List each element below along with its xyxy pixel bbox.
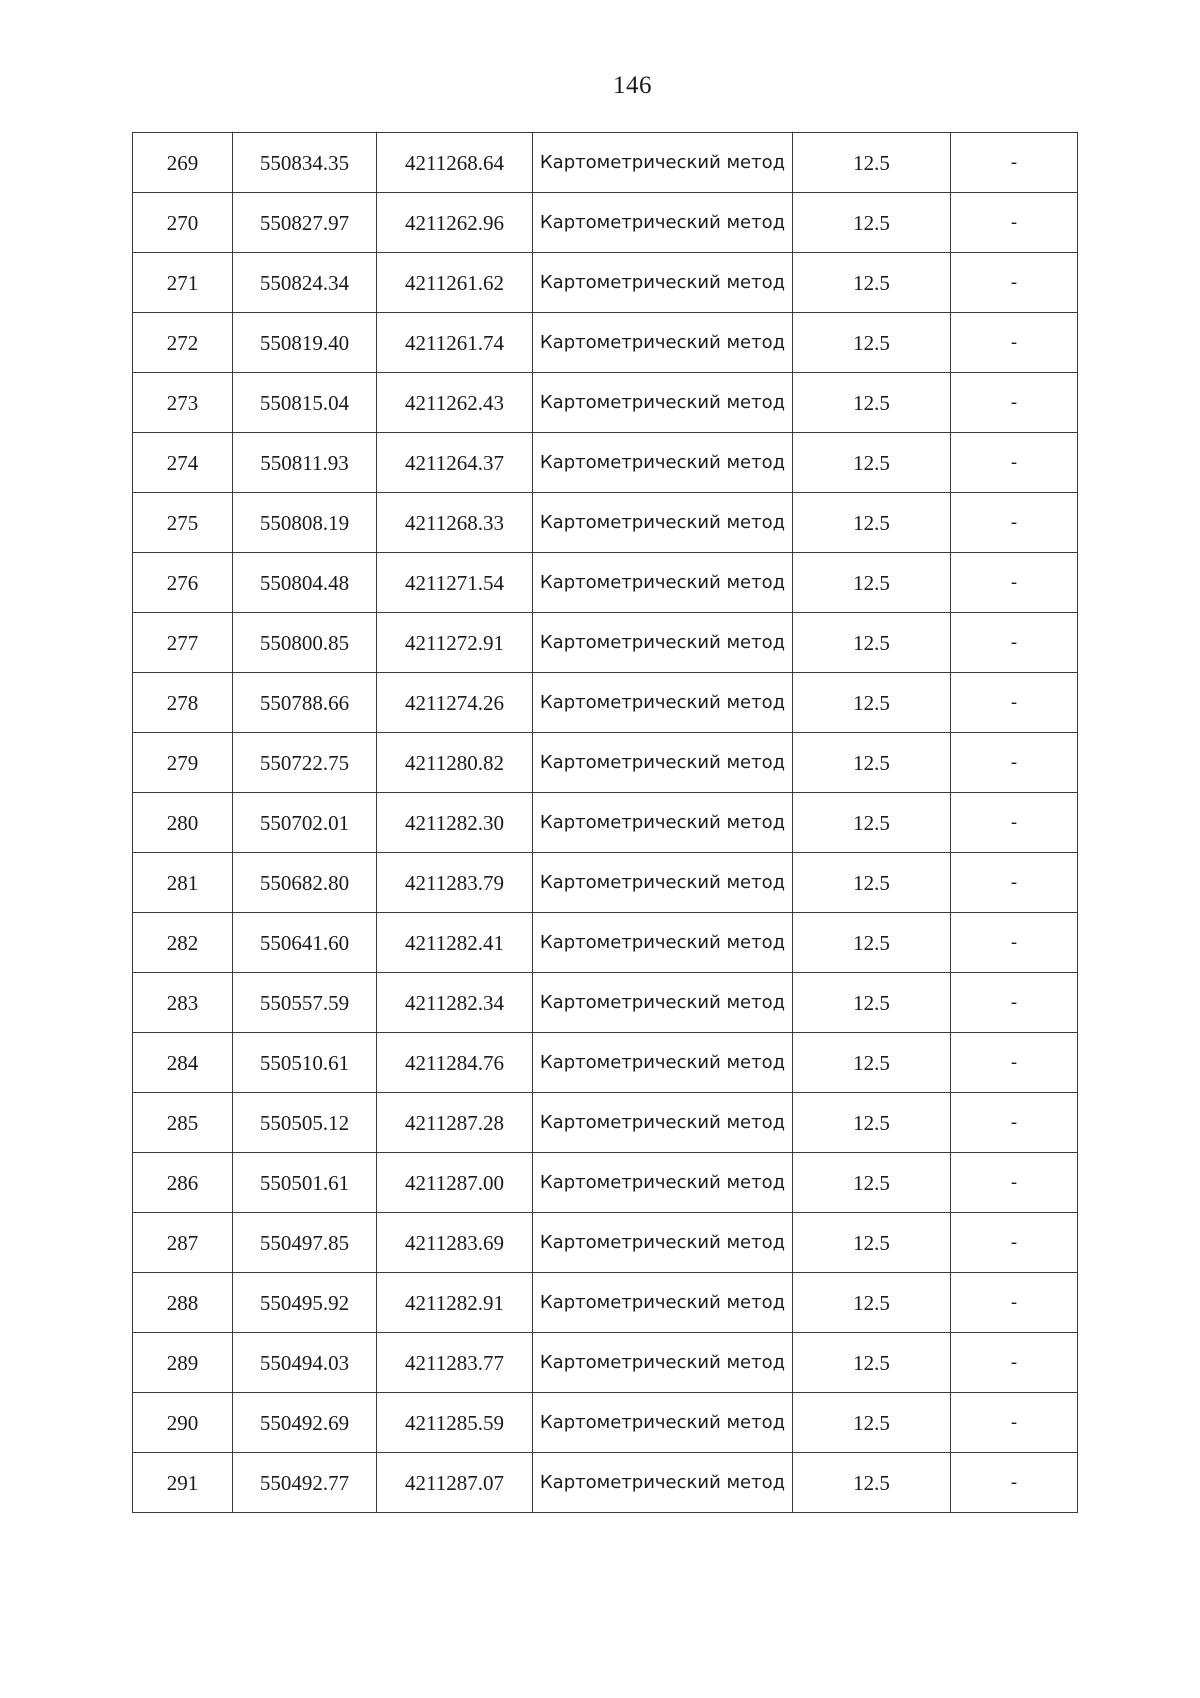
note-cell: - xyxy=(951,793,1078,853)
x-coordinate-cell: 550815.04 xyxy=(233,373,377,433)
y-coordinate-cell: 4211282.91 xyxy=(377,1273,533,1333)
accuracy-cell: 12.5 xyxy=(793,133,951,193)
method-cell: Картометрический метод xyxy=(533,793,793,853)
accuracy-cell: 12.5 xyxy=(793,373,951,433)
method-cell: Картометрический метод xyxy=(533,613,793,673)
note-cell: - xyxy=(951,253,1078,313)
point-number-cell: 288 xyxy=(133,1273,233,1333)
note-cell: - xyxy=(951,913,1078,973)
accuracy-cell: 12.5 xyxy=(793,433,951,493)
page-number: 146 xyxy=(613,72,652,99)
point-number-cell: 275 xyxy=(133,493,233,553)
y-coordinate-cell: 4211283.69 xyxy=(377,1213,533,1273)
point-number-cell: 270 xyxy=(133,193,233,253)
note-cell: - xyxy=(951,853,1078,913)
note-cell: - xyxy=(951,133,1078,193)
table-row xyxy=(133,253,1078,313)
x-coordinate-cell: 550497.85 xyxy=(233,1213,377,1273)
note-cell: - xyxy=(951,673,1078,733)
table-row xyxy=(133,853,1078,913)
method-cell: Картометрический метод xyxy=(533,1333,793,1393)
x-coordinate-cell: 550819.40 xyxy=(233,313,377,373)
accuracy-cell: 12.5 xyxy=(793,973,951,1033)
table-row xyxy=(133,1153,1078,1213)
method-cell: Картометрический метод xyxy=(533,733,793,793)
x-coordinate-cell: 550824.34 xyxy=(233,253,377,313)
y-coordinate-cell: 4211264.37 xyxy=(377,433,533,493)
accuracy-cell: 12.5 xyxy=(793,793,951,853)
accuracy-cell: 12.5 xyxy=(793,313,951,373)
method-cell: Картометрический метод xyxy=(533,313,793,373)
table-row xyxy=(133,493,1078,553)
method-cell: Картометрический метод xyxy=(533,193,793,253)
x-coordinate-cell: 550492.77 xyxy=(233,1453,377,1513)
point-number-cell: 278 xyxy=(133,673,233,733)
note-cell: - xyxy=(951,733,1078,793)
note-cell: - xyxy=(951,1033,1078,1093)
note-cell: - xyxy=(951,973,1078,1033)
point-number-cell: 290 xyxy=(133,1393,233,1453)
note-cell: - xyxy=(951,433,1078,493)
y-coordinate-cell: 4211282.30 xyxy=(377,793,533,853)
table-row xyxy=(133,733,1078,793)
x-coordinate-cell: 550800.85 xyxy=(233,613,377,673)
y-coordinate-cell: 4211287.28 xyxy=(377,1093,533,1153)
accuracy-cell: 12.5 xyxy=(793,1453,951,1513)
y-coordinate-cell: 4211272.91 xyxy=(377,613,533,673)
table-row xyxy=(133,1033,1078,1093)
y-coordinate-cell: 4211284.76 xyxy=(377,1033,533,1093)
note-cell: - xyxy=(951,1093,1078,1153)
point-number-cell: 279 xyxy=(133,733,233,793)
method-cell: Картометрический метод xyxy=(533,373,793,433)
y-coordinate-cell: 4211261.74 xyxy=(377,313,533,373)
table-row xyxy=(133,373,1078,433)
accuracy-cell: 12.5 xyxy=(793,613,951,673)
accuracy-cell: 12.5 xyxy=(793,913,951,973)
point-number-cell: 280 xyxy=(133,793,233,853)
method-cell: Картометрический метод xyxy=(533,133,793,193)
y-coordinate-cell: 4211283.77 xyxy=(377,1333,533,1393)
table-row xyxy=(133,1213,1078,1273)
table-row xyxy=(133,913,1078,973)
accuracy-cell: 12.5 xyxy=(793,1093,951,1153)
point-number-cell: 283 xyxy=(133,973,233,1033)
method-cell: Картометрический метод xyxy=(533,853,793,913)
table-row xyxy=(133,973,1078,1033)
accuracy-cell: 12.5 xyxy=(793,1153,951,1213)
note-cell: - xyxy=(951,313,1078,373)
y-coordinate-cell: 4211262.96 xyxy=(377,193,533,253)
accuracy-cell: 12.5 xyxy=(793,1033,951,1093)
method-cell: Картометрический метод xyxy=(533,493,793,553)
note-cell: - xyxy=(951,193,1078,253)
table-row xyxy=(133,1453,1078,1513)
x-coordinate-cell: 550501.61 xyxy=(233,1153,377,1213)
method-cell: Картометрический метод xyxy=(533,1093,793,1153)
point-number-cell: 274 xyxy=(133,433,233,493)
table-row xyxy=(133,193,1078,253)
y-coordinate-cell: 4211282.34 xyxy=(377,973,533,1033)
note-cell: - xyxy=(951,1453,1078,1513)
point-number-cell: 282 xyxy=(133,913,233,973)
table-row xyxy=(133,613,1078,673)
y-coordinate-cell: 4211268.64 xyxy=(377,133,533,193)
y-coordinate-cell: 4211274.26 xyxy=(377,673,533,733)
coordinates-table xyxy=(132,132,1078,1513)
x-coordinate-cell: 550557.59 xyxy=(233,973,377,1033)
method-cell: Картометрический метод xyxy=(533,553,793,613)
table-row xyxy=(133,433,1078,493)
table-row xyxy=(133,1393,1078,1453)
point-number-cell: 281 xyxy=(133,853,233,913)
x-coordinate-cell: 550811.93 xyxy=(233,433,377,493)
y-coordinate-cell: 4211283.79 xyxy=(377,853,533,913)
method-cell: Картометрический метод xyxy=(533,973,793,1033)
x-coordinate-cell: 550641.60 xyxy=(233,913,377,973)
accuracy-cell: 12.5 xyxy=(793,673,951,733)
y-coordinate-cell: 4211285.59 xyxy=(377,1393,533,1453)
method-cell: Картометрический метод xyxy=(533,1273,793,1333)
x-coordinate-cell: 550722.75 xyxy=(233,733,377,793)
accuracy-cell: 12.5 xyxy=(793,253,951,313)
point-number-cell: 272 xyxy=(133,313,233,373)
point-number-cell: 276 xyxy=(133,553,233,613)
y-coordinate-cell: 4211282.41 xyxy=(377,913,533,973)
x-coordinate-cell: 550788.66 xyxy=(233,673,377,733)
point-number-cell: 291 xyxy=(133,1453,233,1513)
method-cell: Картометрический метод xyxy=(533,253,793,313)
x-coordinate-cell: 550827.97 xyxy=(233,193,377,253)
note-cell: - xyxy=(951,1393,1078,1453)
y-coordinate-cell: 4211287.00 xyxy=(377,1153,533,1213)
x-coordinate-cell: 550702.01 xyxy=(233,793,377,853)
accuracy-cell: 12.5 xyxy=(793,1333,951,1393)
accuracy-cell: 12.5 xyxy=(793,493,951,553)
note-cell: - xyxy=(951,613,1078,673)
table-row xyxy=(133,1333,1078,1393)
x-coordinate-cell: 550505.12 xyxy=(233,1093,377,1153)
note-cell: - xyxy=(951,1333,1078,1393)
point-number-cell: 273 xyxy=(133,373,233,433)
table-row xyxy=(133,133,1078,193)
note-cell: - xyxy=(951,1153,1078,1213)
note-cell: - xyxy=(951,373,1078,433)
y-coordinate-cell: 4211280.82 xyxy=(377,733,533,793)
y-coordinate-cell: 4211262.43 xyxy=(377,373,533,433)
table-row xyxy=(133,673,1078,733)
table-row xyxy=(133,1273,1078,1333)
point-number-cell: 269 xyxy=(133,133,233,193)
x-coordinate-cell: 550682.80 xyxy=(233,853,377,913)
x-coordinate-cell: 550494.03 xyxy=(233,1333,377,1393)
point-number-cell: 285 xyxy=(133,1093,233,1153)
x-coordinate-cell: 550510.61 xyxy=(233,1033,377,1093)
method-cell: Картометрический метод xyxy=(533,913,793,973)
method-cell: Картометрический метод xyxy=(533,1033,793,1093)
point-number-cell: 289 xyxy=(133,1333,233,1393)
accuracy-cell: 12.5 xyxy=(793,853,951,913)
x-coordinate-cell: 550495.92 xyxy=(233,1273,377,1333)
y-coordinate-cell: 4211287.07 xyxy=(377,1453,533,1513)
point-number-cell: 284 xyxy=(133,1033,233,1093)
accuracy-cell: 12.5 xyxy=(793,1213,951,1273)
method-cell: Картометрический метод xyxy=(533,673,793,733)
point-number-cell: 271 xyxy=(133,253,233,313)
note-cell: - xyxy=(951,1273,1078,1333)
accuracy-cell: 12.5 xyxy=(793,1393,951,1453)
accuracy-cell: 12.5 xyxy=(793,193,951,253)
accuracy-cell: 12.5 xyxy=(793,733,951,793)
y-coordinate-cell: 4211271.54 xyxy=(377,553,533,613)
note-cell: - xyxy=(951,553,1078,613)
method-cell: Картометрический метод xyxy=(533,1153,793,1213)
y-coordinate-cell: 4211268.33 xyxy=(377,493,533,553)
method-cell: Картометрический метод xyxy=(533,1453,793,1513)
method-cell: Картометрический метод xyxy=(533,433,793,493)
accuracy-cell: 12.5 xyxy=(793,1273,951,1333)
note-cell: - xyxy=(951,493,1078,553)
x-coordinate-cell: 550834.35 xyxy=(233,133,377,193)
table-row xyxy=(133,1093,1078,1153)
point-number-cell: 277 xyxy=(133,613,233,673)
table-row xyxy=(133,553,1078,613)
coordinates-table-body xyxy=(133,133,1078,1513)
x-coordinate-cell: 550804.48 xyxy=(233,553,377,613)
point-number-cell: 286 xyxy=(133,1153,233,1213)
accuracy-cell: 12.5 xyxy=(793,553,951,613)
point-number-cell: 287 xyxy=(133,1213,233,1273)
y-coordinate-cell: 4211261.62 xyxy=(377,253,533,313)
x-coordinate-cell: 550492.69 xyxy=(233,1393,377,1453)
method-cell: Картометрический метод xyxy=(533,1213,793,1273)
table-row xyxy=(133,313,1078,373)
method-cell: Картометрический метод xyxy=(533,1393,793,1453)
x-coordinate-cell: 550808.19 xyxy=(233,493,377,553)
note-cell: - xyxy=(951,1213,1078,1273)
table-row xyxy=(133,793,1078,853)
